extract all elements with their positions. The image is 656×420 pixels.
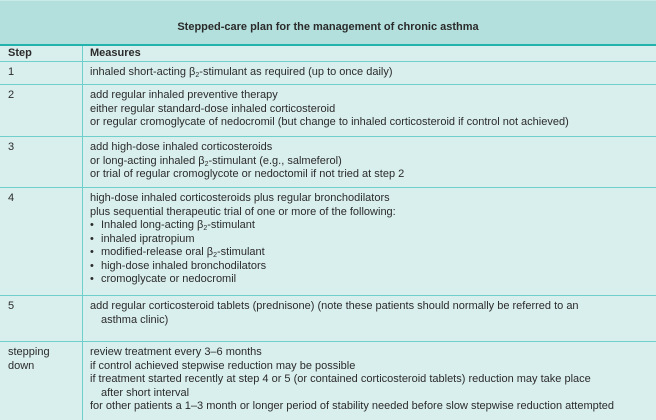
measure-line: review treatment every 3–6 months	[90, 346, 262, 358]
step-number: 2	[8, 89, 15, 101]
bullet-item	[90, 260, 648, 274]
text-span: -stimulant as required (up to once daily)	[199, 66, 393, 78]
bullet-icon: •	[90, 219, 94, 231]
measure-line: add regular corticosteroid tablets (prednisone) (note these patients should normally be referred to an	[90, 300, 579, 312]
text-span: -stimulant	[217, 246, 265, 258]
bullet-icon: •	[90, 273, 94, 285]
measure-line: plus sequential therapeutic trial of one or more of the following:	[90, 205, 396, 218]
measure-line: add high-dose inhaled corticosteroids	[90, 141, 273, 153]
bullet-icon: •	[90, 246, 94, 258]
measure-line: high-dose inhaled corticosteroids plus regular bronchodilators	[90, 192, 390, 204]
bullet-item	[90, 246, 648, 260]
text-span: Inhaled long-acting β	[101, 219, 204, 231]
subscript: 2	[203, 225, 208, 232]
text-span: -stimulant	[207, 219, 255, 231]
subscript: 2	[195, 72, 200, 79]
table-row-stepping-down	[0, 342, 656, 420]
table-row-step-3	[0, 137, 656, 187]
subscript: 2	[204, 160, 209, 168]
header-measures: Measures	[90, 47, 141, 59]
text-span: high-dose inhaled bronchodilators	[101, 259, 267, 272]
text-span: or long-acting inhaled β	[90, 154, 205, 167]
measures-cell	[90, 141, 648, 182]
bullet-item	[90, 219, 648, 233]
measure-line	[90, 66, 648, 80]
text-span: inhaled ipratropium	[101, 232, 195, 245]
table-title-bar	[0, 0, 656, 44]
measures-cell	[90, 192, 648, 287]
measure-line: if control achieved stepwise reduction may be possible	[90, 359, 356, 372]
measure-line: asthma clinic)	[101, 313, 169, 326]
bullet-icon: •	[90, 259, 94, 272]
table-title: Stepped-care plan for the management of chronic asthma	[177, 21, 479, 33]
measures-cell	[90, 346, 648, 414]
step-label: stepping down	[8, 346, 50, 372]
measures-cell	[90, 66, 648, 80]
step-number: 1	[8, 66, 15, 78]
measures-cell	[90, 89, 648, 130]
table-row-step-1	[0, 62, 656, 84]
text-span: inhaled short-acting β	[90, 66, 196, 78]
table-row-step-2	[0, 85, 656, 136]
bullet-icon: •	[90, 232, 94, 245]
step-number: 3	[8, 141, 15, 153]
measures-cell	[90, 300, 648, 327]
bullet-item	[90, 273, 648, 287]
measure-line: after short interval	[101, 386, 190, 399]
subscript: 2	[213, 252, 218, 259]
measure-line	[90, 155, 648, 169]
measure-line: or trial of regular cromoglycote or nedoctomil if not tried at step 2	[90, 168, 405, 180]
measure-line: for other patients a 1–3 month or longer period of stability needed before slow stepwise reduction attempted	[90, 400, 615, 412]
measure-line: add regular inhaled preventive therapy	[90, 89, 278, 101]
measure-line: or regular cromoglycate of nedocromil (but change to inhaled corticosteroid if control not achieved)	[90, 116, 569, 128]
header-step: Step	[8, 47, 32, 59]
header-row	[0, 46, 656, 61]
text-span: cromoglycate or nedocromil	[101, 273, 237, 285]
step-number: 5	[8, 300, 15, 312]
table-row-step-4	[0, 188, 656, 295]
table-row-step-5	[0, 296, 656, 341]
measure-line: either regular standard-dose inhaled corticosteroid	[90, 102, 336, 115]
bullet-item	[90, 233, 648, 247]
text-span: -stimulant (e.g., salmeferol)	[208, 154, 342, 167]
measure-line: if treatment started recently at step 4 or 5 (or contained corticosteroid tablets) reduction may take place	[90, 373, 591, 385]
text-span: modified-release oral β	[101, 246, 214, 258]
step-number: 4	[8, 192, 15, 204]
